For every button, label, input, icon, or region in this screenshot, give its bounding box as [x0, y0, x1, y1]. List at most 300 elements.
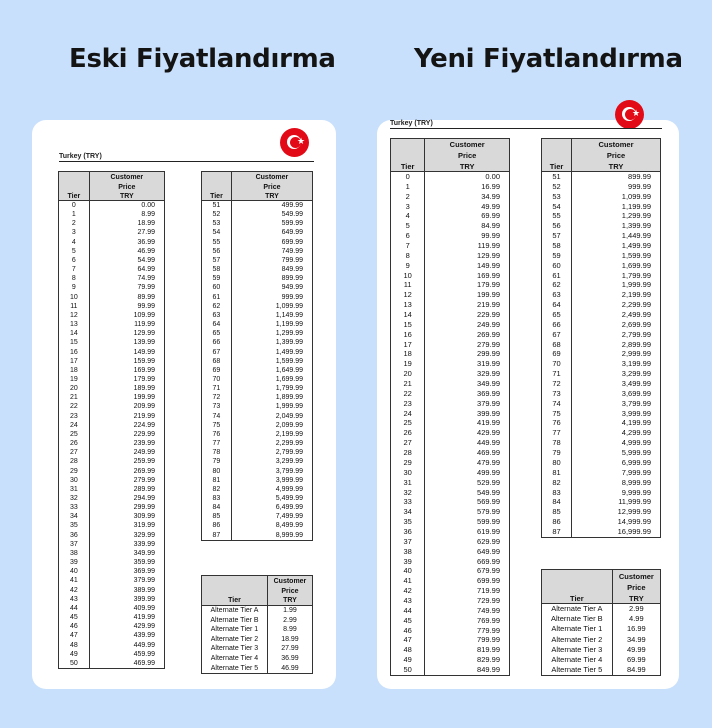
- tier-cell: 26: [59, 439, 90, 448]
- tier-cell: 41: [59, 576, 90, 585]
- price-cell: 749.99: [425, 606, 510, 616]
- price-cell: 349.99: [89, 549, 164, 558]
- table-row: [391, 488, 510, 498]
- tier-cell: 76: [542, 418, 572, 428]
- tier-cell: 69: [202, 366, 232, 375]
- tier-cell: 27: [59, 448, 90, 457]
- price-cell: 129.99: [425, 251, 510, 261]
- table-row: [542, 468, 661, 478]
- tier-cell: 79: [202, 457, 232, 466]
- price-cell: 119.99: [89, 320, 164, 329]
- table-row: [542, 359, 661, 369]
- price-cell: 329.99: [425, 369, 510, 379]
- tier-cell: 8: [59, 274, 90, 283]
- turkey-flag-icon: ★: [615, 100, 644, 129]
- price-cell: 719.99: [425, 586, 510, 596]
- table-row: [542, 369, 661, 379]
- table-row: [542, 428, 661, 438]
- price-cell: 1,799.99: [572, 271, 661, 281]
- price-cell: 749.99: [231, 247, 312, 256]
- table-row: [391, 576, 510, 586]
- table-row: [202, 625, 313, 635]
- table-row: [202, 247, 313, 256]
- price-cell: 3,799.99: [572, 399, 661, 409]
- table-row: [202, 210, 313, 219]
- price-cell: 549.99: [425, 488, 510, 498]
- table-row: [202, 467, 313, 476]
- table-row: [59, 659, 165, 669]
- tier-cell: 35: [391, 517, 425, 527]
- tier-cell: 19: [391, 359, 425, 369]
- table-row: [542, 418, 661, 428]
- tier-cell: 76: [202, 430, 232, 439]
- tier-cell: 23: [391, 399, 425, 409]
- price-cell: 16,999.99: [572, 527, 661, 537]
- table-row: [391, 626, 510, 636]
- table-row: [59, 219, 165, 228]
- tier-cell: 78: [542, 438, 572, 448]
- tier-cell: 53: [202, 219, 232, 228]
- price-cell: 8.99: [267, 625, 312, 635]
- tier-cell: 5: [59, 247, 90, 256]
- table-row: [542, 645, 661, 655]
- table-row: [59, 329, 165, 338]
- tier-cell: 63: [542, 290, 572, 300]
- tier-cell: 66: [542, 320, 572, 330]
- table-row: [542, 614, 661, 624]
- tier-cell: 41: [391, 576, 425, 586]
- tier-cell: 30: [59, 476, 90, 485]
- table-row: [202, 503, 313, 512]
- price-cell: 2,799.99: [572, 330, 661, 340]
- table-row: [391, 428, 510, 438]
- table-row: [59, 631, 165, 640]
- table-row: [391, 537, 510, 547]
- tier-cell: 58: [202, 265, 232, 274]
- table-row: [59, 247, 165, 256]
- tier-cell: Alternate Tier 4: [542, 655, 613, 665]
- table-row: [391, 211, 510, 221]
- table-row: [542, 231, 661, 241]
- price-cell: 429.99: [89, 622, 164, 631]
- table-row: [59, 228, 165, 237]
- tier-cell: 56: [542, 221, 572, 231]
- price-cell: 179.99: [89, 375, 164, 384]
- tier-cell: 86: [542, 517, 572, 527]
- price-cell: 299.99: [425, 349, 510, 359]
- price-cell: 339.99: [89, 540, 164, 549]
- tier-cell: 5: [391, 221, 425, 231]
- tier-cell: 52: [542, 182, 572, 192]
- price-cell: 64.99: [89, 265, 164, 274]
- tier-cell: 81: [202, 476, 232, 485]
- tier-cell: 17: [391, 340, 425, 350]
- tier-cell: 70: [202, 375, 232, 384]
- tier-cell: 39: [391, 557, 425, 567]
- title-old-pricing: Eski Fiyatlandırma: [69, 44, 336, 74]
- table-row: [202, 302, 313, 311]
- price-cell: 569.99: [425, 497, 510, 507]
- table-row: [542, 389, 661, 399]
- tier-cell: 73: [202, 402, 232, 411]
- tier-cell: 6: [391, 231, 425, 241]
- price-cell: 1,599.99: [572, 251, 661, 261]
- price-cell: 219.99: [425, 300, 510, 310]
- price-cell: 629.99: [425, 537, 510, 547]
- table-row: [542, 527, 661, 537]
- tier-cell: 9: [59, 283, 90, 292]
- table-row: [59, 238, 165, 247]
- price-cell: 27.99: [267, 644, 312, 654]
- tier-cell: 64: [542, 300, 572, 310]
- tier-cell: 32: [391, 488, 425, 498]
- tier-cell: 85: [542, 507, 572, 517]
- price-cell: 1,199.99: [231, 320, 312, 329]
- price-cell: 799.99: [231, 256, 312, 265]
- table-row: [202, 485, 313, 494]
- table-row: [59, 201, 165, 211]
- table-row: [391, 478, 510, 488]
- price-cell: 16.99: [612, 624, 660, 634]
- tier-cell: 73: [542, 389, 572, 399]
- tier-cell: 15: [59, 338, 90, 347]
- tier-cell: 38: [391, 547, 425, 557]
- price-cell: 1,499.99: [572, 241, 661, 251]
- price-cell: 1,149.99: [231, 311, 312, 320]
- price-cell: 69.99: [425, 211, 510, 221]
- table-row: [202, 201, 313, 211]
- tier-cell: 44: [391, 606, 425, 616]
- tier-cell: 21: [391, 379, 425, 389]
- tier-cell: 64: [202, 320, 232, 329]
- tier-cell: 3: [59, 228, 90, 237]
- price-cell: 3,499.99: [572, 379, 661, 389]
- tier-cell: 82: [542, 478, 572, 488]
- table-row: [202, 366, 313, 375]
- tier-cell: 40: [59, 567, 90, 576]
- tier-cell: Alternate Tier 2: [202, 635, 268, 645]
- price-cell: 1,699.99: [231, 375, 312, 384]
- table-row: [59, 283, 165, 292]
- tier-cell: 37: [391, 537, 425, 547]
- table-row: [202, 283, 313, 292]
- price-cell: 419.99: [89, 613, 164, 622]
- price-cell: 369.99: [425, 389, 510, 399]
- tier-cell: 7: [59, 265, 90, 274]
- table-row: [542, 261, 661, 271]
- tier-cell: 67: [202, 348, 232, 357]
- price-cell: 249.99: [89, 448, 164, 457]
- tier-cell: 39: [59, 558, 90, 567]
- price-cell: 779.99: [425, 626, 510, 636]
- price-cell: 799.99: [425, 635, 510, 645]
- table-row: [59, 274, 165, 283]
- table-row: [202, 412, 313, 421]
- price-table-alternate-tiers: Customer Price Tier TRY Alternate Tier A 2.99 Alternate Tier B 4.99 Alternate Tier 1 16.99 Alternate Tier 2 34.99 Alternate Tier 3 49.99 Alternate Tier 4 69.99 Alternate Tier 5 84.99: [541, 569, 661, 676]
- price-cell: 479.99: [425, 458, 510, 468]
- table-row: [202, 228, 313, 237]
- price-cell: 699.99: [425, 576, 510, 586]
- tier-cell: 69: [542, 349, 572, 359]
- tier-cell: 72: [542, 379, 572, 389]
- price-cell: 499.99: [231, 201, 312, 211]
- price-cell: 9,999.99: [572, 488, 661, 498]
- tier-cell: 66: [202, 338, 232, 347]
- price-cell: 199.99: [89, 393, 164, 402]
- table-row: [59, 485, 165, 494]
- price-cell: 849.99: [425, 665, 510, 675]
- price-cell: 769.99: [425, 616, 510, 626]
- tier-cell: 21: [59, 393, 90, 402]
- tier-cell: Alternate Tier B: [542, 614, 613, 624]
- table-row: [59, 457, 165, 466]
- price-cell: 54.99: [89, 256, 164, 265]
- table-row: [542, 604, 661, 615]
- tier-cell: 37: [59, 540, 90, 549]
- price-cell: 189.99: [89, 384, 164, 393]
- tier-cell: Alternate Tier 5: [542, 665, 613, 676]
- price-cell: 179.99: [425, 280, 510, 290]
- tier-cell: Alternate Tier 3: [542, 645, 613, 655]
- price-cell: 1,649.99: [231, 366, 312, 375]
- price-cell: 5,999.99: [572, 448, 661, 458]
- price-cell: 999.99: [572, 182, 661, 192]
- price-cell: 3,799.99: [231, 467, 312, 476]
- price-cell: 729.99: [425, 596, 510, 606]
- price-cell: 2,199.99: [231, 430, 312, 439]
- price-cell: 1,899.99: [231, 393, 312, 402]
- tier-cell: 33: [59, 503, 90, 512]
- table-row: [202, 476, 313, 485]
- table-row: [202, 338, 313, 347]
- table-row: [202, 494, 313, 503]
- price-cell: 109.99: [89, 311, 164, 320]
- price-cell: 2,999.99: [572, 349, 661, 359]
- tier-cell: 11: [391, 280, 425, 290]
- price-cell: 4,999.99: [231, 485, 312, 494]
- tier-cell: 61: [202, 293, 232, 302]
- price-cell: 46.99: [267, 664, 312, 674]
- new-pricing-card: [377, 109, 679, 689]
- tier-cell: 34: [59, 512, 90, 521]
- tier-cell: 63: [202, 311, 232, 320]
- price-cell: 14,999.99: [572, 517, 661, 527]
- price-cell: 599.99: [231, 219, 312, 228]
- table-row: [59, 650, 165, 659]
- tier-cell: 40: [391, 566, 425, 576]
- tier-cell: 23: [59, 412, 90, 421]
- price-cell: 599.99: [425, 517, 510, 527]
- tier-cell: 58: [542, 241, 572, 251]
- table-row: [391, 340, 510, 350]
- price-cell: 289.99: [89, 485, 164, 494]
- table-row: [59, 531, 165, 540]
- price-cell: 139.99: [89, 338, 164, 347]
- table-row: [391, 557, 510, 567]
- tier-cell: 44: [59, 604, 90, 613]
- tier-cell: 4: [59, 238, 90, 247]
- tier-cell: 55: [202, 238, 232, 247]
- table-row: [391, 310, 510, 320]
- price-cell: 249.99: [425, 320, 510, 330]
- table-row: [542, 251, 661, 261]
- price-cell: 49.99: [425, 202, 510, 212]
- tier-cell: 16: [391, 330, 425, 340]
- tier-cell: 10: [59, 293, 90, 302]
- price-cell: 169.99: [425, 271, 510, 281]
- tier-cell: 49: [59, 650, 90, 659]
- tier-cell: 46: [59, 622, 90, 631]
- tier-cell: 43: [391, 596, 425, 606]
- price-cell: 649.99: [231, 228, 312, 237]
- table-row: [391, 438, 510, 448]
- price-cell: 129.99: [89, 329, 164, 338]
- price-cell: 18.99: [89, 219, 164, 228]
- price-cell: 1,449.99: [572, 231, 661, 241]
- tier-cell: 24: [59, 421, 90, 430]
- price-cell: 4,299.99: [572, 428, 661, 438]
- tier-cell: 35: [59, 521, 90, 530]
- table-row: [202, 635, 313, 645]
- price-cell: 16.99: [425, 182, 510, 192]
- table-row: [202, 616, 313, 626]
- table-row: [542, 330, 661, 340]
- price-cell: 1,299.99: [572, 211, 661, 221]
- table-row: [391, 606, 510, 616]
- price-cell: 829.99: [425, 655, 510, 665]
- tier-cell: 8: [391, 251, 425, 261]
- price-cell: 319.99: [425, 359, 510, 369]
- tier-cell: 67: [542, 330, 572, 340]
- price-cell: 18.99: [267, 635, 312, 645]
- price-cell: 309.99: [89, 512, 164, 521]
- price-cell: 299.99: [89, 503, 164, 512]
- tier-cell: 60: [542, 261, 572, 271]
- price-cell: 679.99: [425, 566, 510, 576]
- price-cell: 159.99: [89, 357, 164, 366]
- tier-cell: 38: [59, 549, 90, 558]
- tier-cell: 83: [202, 494, 232, 503]
- table-row: [202, 521, 313, 530]
- price-cell: 499.99: [425, 468, 510, 478]
- table-row: [59, 338, 165, 347]
- price-cell: 2.99: [612, 604, 660, 615]
- tier-cell: 20: [391, 369, 425, 379]
- table-row: [542, 517, 661, 527]
- table-row: [391, 399, 510, 409]
- tier-cell: 13: [59, 320, 90, 329]
- tier-cell: 7: [391, 241, 425, 251]
- price-cell: 99.99: [425, 231, 510, 241]
- tier-cell: 48: [59, 641, 90, 650]
- price-cell: 229.99: [425, 310, 510, 320]
- table-row: [542, 379, 661, 389]
- tier-cell: 59: [542, 251, 572, 261]
- price-cell: 2,499.99: [572, 310, 661, 320]
- price-cell: 439.99: [89, 631, 164, 640]
- price-cell: 4.99: [612, 614, 660, 624]
- table-row: [59, 512, 165, 521]
- tier-cell: 60: [202, 283, 232, 292]
- price-cell: 149.99: [425, 261, 510, 271]
- table-row: [59, 521, 165, 530]
- price-cell: 379.99: [89, 576, 164, 585]
- table-row: [391, 290, 510, 300]
- price-cell: 5,499.99: [231, 494, 312, 503]
- table-row: [59, 576, 165, 585]
- table-row: [59, 586, 165, 595]
- tier-cell: 6: [59, 256, 90, 265]
- tier-cell: 51: [542, 172, 572, 182]
- tier-cell: 84: [202, 503, 232, 512]
- price-cell: 6,999.99: [572, 458, 661, 468]
- price-cell: 379.99: [425, 399, 510, 409]
- table-row: [391, 330, 510, 340]
- table-row: [391, 665, 510, 675]
- price-cell: 34.99: [425, 192, 510, 202]
- table-row: [59, 439, 165, 448]
- price-cell: 3,999.99: [572, 409, 661, 419]
- tier-cell: 25: [59, 430, 90, 439]
- price-cell: 1,599.99: [231, 357, 312, 366]
- tier-cell: 32: [59, 494, 90, 503]
- price-cell: 0.00: [425, 172, 510, 182]
- tier-cell: 18: [391, 349, 425, 359]
- price-cell: 1,099.99: [231, 302, 312, 311]
- price-cell: 1,999.99: [231, 402, 312, 411]
- table-row: [59, 256, 165, 265]
- table-row: [202, 320, 313, 329]
- price-cell: 8,999.99: [572, 478, 661, 488]
- tier-cell: 80: [542, 458, 572, 468]
- tier-cell: 13: [391, 300, 425, 310]
- region-label: Turkey (TRY): [59, 153, 102, 160]
- tier-cell: 15: [391, 320, 425, 330]
- table-row: [391, 241, 510, 251]
- price-cell: 1.99: [267, 606, 312, 616]
- table-row: [391, 280, 510, 290]
- table-row: [59, 567, 165, 576]
- table-row: [391, 202, 510, 212]
- tier-cell: 19: [59, 375, 90, 384]
- table-row: [202, 644, 313, 654]
- table-row: [391, 369, 510, 379]
- tier-cell: 74: [542, 399, 572, 409]
- tier-cell: 26: [391, 428, 425, 438]
- tier-cell: Alternate Tier 1: [202, 625, 268, 635]
- tier-cell: 10: [391, 271, 425, 281]
- price-cell: 259.99: [89, 457, 164, 466]
- tier-cell: 84: [542, 497, 572, 507]
- price-cell: 7,999.99: [572, 468, 661, 478]
- price-cell: 549.99: [231, 210, 312, 219]
- table-row: [391, 172, 510, 182]
- table-row: [59, 503, 165, 512]
- table-row: [391, 596, 510, 606]
- table-row: [542, 507, 661, 517]
- table-row: [542, 399, 661, 409]
- price-cell: 3,199.99: [572, 359, 661, 369]
- tier-cell: 31: [391, 478, 425, 488]
- tier-cell: 22: [391, 389, 425, 399]
- tier-cell: 59: [202, 274, 232, 283]
- table-row: [391, 448, 510, 458]
- price-cell: 849.99: [231, 265, 312, 274]
- table-row: [391, 655, 510, 665]
- price-cell: 469.99: [425, 448, 510, 458]
- tier-cell: 75: [202, 421, 232, 430]
- table-row: [391, 182, 510, 192]
